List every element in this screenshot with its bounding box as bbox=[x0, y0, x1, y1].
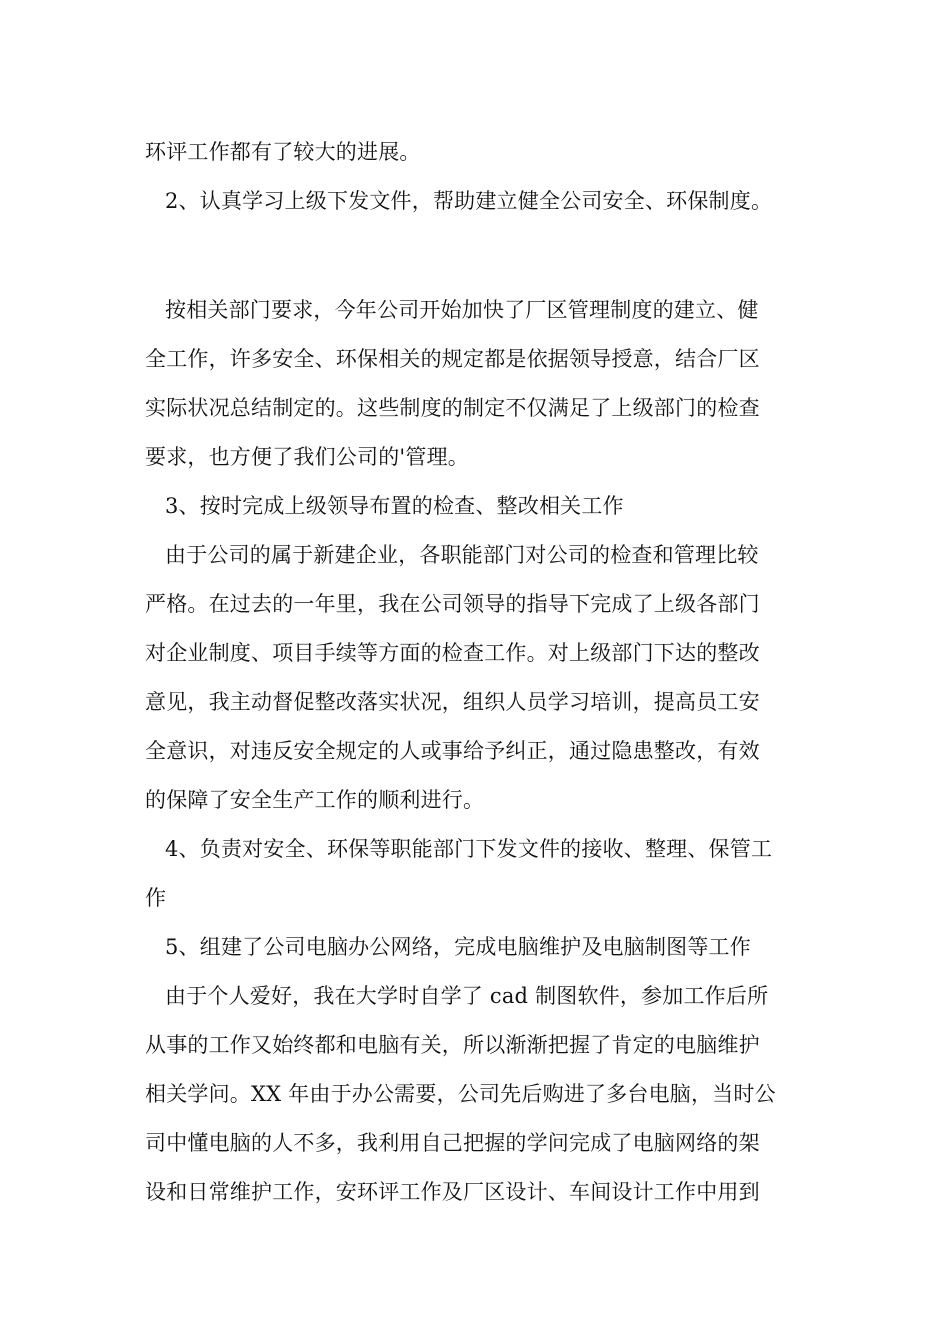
paragraph-line: 环评工作都有了较大的进展。 bbox=[145, 140, 421, 164]
paragraph-line: 严格。在过去的一年里，我在公司领导的指导下完成了上级各部门 bbox=[145, 592, 760, 616]
section-heading-5: 5、组建了公司电脑办公网络，完成电脑维护及电脑制图等工作 bbox=[165, 935, 751, 959]
paragraph-line: 的保障了安全生产工作的顺利进行。 bbox=[145, 788, 485, 812]
document-body bbox=[145, 128, 810, 1217]
paragraph-line: 设和日常维护工作，安环评工作及厂区设计、车间设计工作中用到 bbox=[145, 1180, 760, 1204]
paragraph-line: 实际状况总结制定的。这些制度的制定不仅满足了上级部门的检查 bbox=[145, 396, 760, 420]
section-heading-3: 3、按时完成上级领导布置的检查、整改相关工作 bbox=[165, 494, 624, 518]
paragraph-line: 由于个人爱好，我在大学时自学了 cad 制图软件，参加工作后所 bbox=[165, 984, 769, 1008]
paragraph-line: 全工作，许多安全、环保相关的规定都是依据领导授意，结合厂区 bbox=[145, 347, 760, 371]
paragraph-line: 要求，也方便了我们公司的'管理。 bbox=[145, 445, 469, 469]
section-heading-2: 2、认真学习上级下发文件，帮助建立健全公司安全、环保制度。 bbox=[165, 189, 773, 213]
paragraph-line: 从事的工作又始终都和电脑有关，所以渐渐把握了肯定的电脑维护 bbox=[145, 1033, 760, 1057]
paragraph-gap bbox=[145, 226, 810, 286]
paragraph-line: 意见，我主动督促整改落实状况，组织人员学习培训，提高员工安 bbox=[145, 690, 760, 714]
paragraph-line: 相关学问。XX 年由于办公需要，公司先后购进了多台电脑，当时公 bbox=[145, 1082, 776, 1106]
paragraph-line: 由于公司的属于新建企业，各职能部门对公司的检查和管理比较 bbox=[165, 543, 759, 567]
paragraph-line: 司中懂电脑的人不多，我利用自己把握的学问完成了电脑网络的架 bbox=[145, 1131, 760, 1155]
paragraph-line: 全意识，对违反安全规定的人或事给予纠正，通过隐患整改，有效 bbox=[145, 739, 760, 763]
paragraph-line: 按相关部门要求，今年公司开始加快了厂区管理制度的建立、健 bbox=[165, 298, 759, 322]
section-heading-4: 4、负责对安全、环保等职能部门下发文件的接收、整理、保管工 bbox=[165, 837, 773, 861]
paragraph-line: 作 bbox=[145, 886, 167, 910]
paragraph-line: 对企业制度、项目手续等方面的检查工作。对上级部门下达的整改 bbox=[145, 641, 760, 665]
